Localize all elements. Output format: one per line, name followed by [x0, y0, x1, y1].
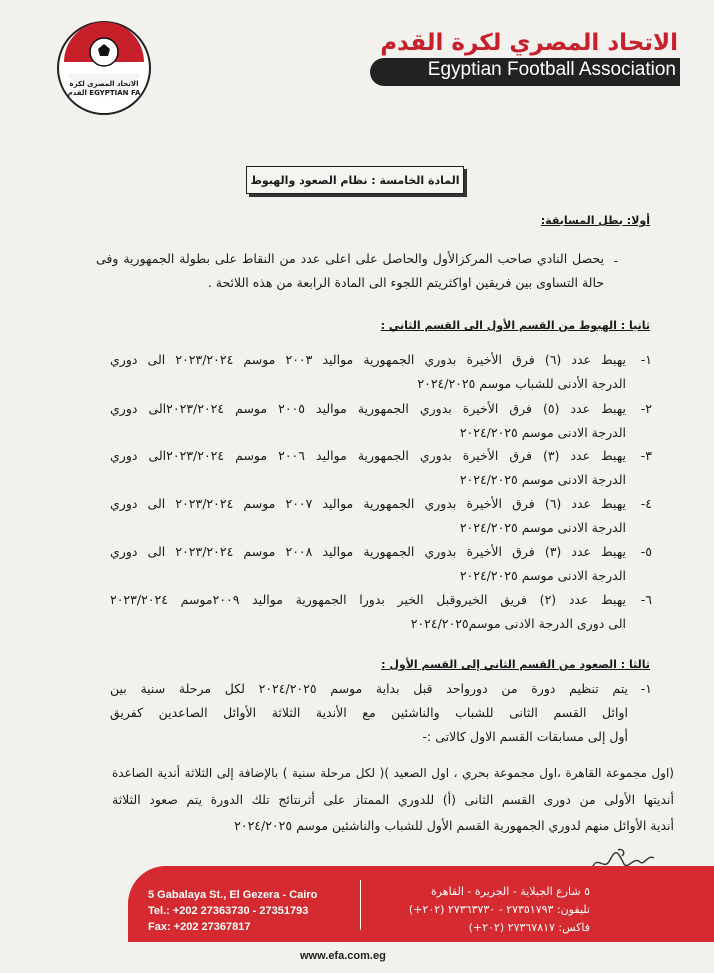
section3-para-1: (اول مجموعة القاهرة ،اول مجموعة بحري ، اول الصعيد )( لكل مرحلة سنية ) بالإضافة إلى الثلاثة أندية الصاعدة	[112, 766, 674, 780]
efa-logo	[56, 20, 152, 116]
relegation-item-line-2: الى دورى الدرجة الادنى موسم٢٠٢٤/٢٠٢٥	[410, 616, 626, 631]
header-title-ar: الاتحاد المصري لكرة القدم	[380, 30, 678, 56]
relegation-item-line-1: يهبط عدد (٢) فريق الخيروقبل الخير بدورا الجمهورية مواليد ٢٠٠٩موسم ٢٠٢٣/٢٠٢٤	[110, 592, 626, 607]
relegation-item-line-2: الدرجة الادنى موسم ٢٠٢٤/٢٠٢٥	[459, 568, 626, 583]
relegation-item-line-1: يهبط عدد (٣) فرق الأخيرة بدوري الجمهورية مواليد ٢٠٠٨ موسم ٢٠٢٣/٢٠٢٤ الى دوري	[110, 544, 626, 559]
section3-line-2: اوائل القسم الثانى للشباب والناشئين مع الأندية الثلاثة الأوائل الصاعدين كفريق	[110, 705, 628, 720]
relegation-item-number: ٤-	[640, 496, 652, 511]
relegation-item-number: ١-	[640, 352, 652, 367]
relegation-item-line-1: يهبط عدد (٣) فرق الأخيرة بدوري الجمهورية مواليد ٢٠٠٦ موسم ٢٠٢٣/٢٠٢٤الى دوري	[110, 448, 626, 463]
section3-line-3: أول إلى مسابقات القسم الاول كالاتى :-	[422, 729, 628, 744]
section2-heading: ثانيا : الهبوط من القسم الأول الى القسم الثاني :	[380, 319, 650, 332]
relegation-item-line-2: الدرجة الادنى موسم ٢٠٢٤/٢٠٢٥	[459, 425, 626, 440]
section3-para-3: أندية الأوائل منهم لدوري الجمهورية القسم الأول للشباب والناشئين موسم ٢٠٢٤/٢٠٢٥	[234, 818, 674, 833]
section1-line-2: حالة التساوى بين فريقين اواكثريتم اللجوء الى المادة الرابعة من هذه اللائحة .	[207, 275, 604, 290]
section3-heading: ثالثا : الصعود من القسم الثاني إلى القسم الأول :	[381, 658, 650, 671]
relegation-item-line-2: الدرجة الادنى موسم ٢٠٢٤/٢٠٢٥	[459, 520, 626, 535]
section3-para-2: أنديتها الأولى من دورى القسم الثانى (أ) للدوري الممتاز على أثرنتائج تلك الدورة يتم صعود الثلاثة	[112, 792, 674, 807]
relegation-item-line-1: يهبط عدد (٦) فرق الأخيرة بدوري الجمهورية مواليد ٢٠٠٣ موسم ٢٠٢٣/٢٠٢٤ الى دوري	[110, 352, 626, 367]
footer-address-ar: ٥ شارع الجبلاية - الجزيرة - القاهرة	[430, 885, 590, 898]
relegation-item-number: ٢-	[640, 401, 652, 416]
relegation-item-number: ٥-	[640, 544, 652, 559]
footer-tel-en: Tel.: +202 27363730 - 27351793	[148, 905, 309, 917]
footer-divider	[360, 880, 361, 930]
relegation-item-line-1: يهبط عدد (٦) فرق الأخيرة بدوري الجمهورية مواليد ٢٠٠٧ موسم ٢٠٢٣/٢٠٢٤ الى دوري	[110, 496, 626, 511]
logo-text: الاتحاد المصرى لكرة القدم EGYPTIAN FA	[67, 80, 141, 97]
relegation-item-number: ٦-	[640, 592, 652, 607]
footer-fax-en: Fax: +202 27367817	[148, 921, 251, 933]
section3-line-1: يتم تنظيم دورة من دورواحد قبل بداية موسم ٢٠٢٤/٢٠٢٥ لكل مرحلة سنية بين	[110, 681, 628, 696]
footer-website[interactable]: www.efa.com.eg	[300, 950, 386, 962]
article-title: المادة الخامسة : نظام الصعود والهبوط	[246, 166, 464, 194]
footer-address-en: 5 Gabalaya St., El Gezera - Cairo	[148, 889, 318, 901]
bullet-dash: -	[613, 254, 618, 268]
section3-item-number: ١-	[640, 681, 652, 696]
relegation-item-line-1: يهبط عدد (٥) فرق الأخيرة بدوري الجمهورية مواليد ٢٠٠٥ موسم ٢٠٢٣/٢٠٢٤الى دوري	[110, 401, 626, 416]
footer-fax-ar: فاكس: ٢٧٣٦٧٨١٧ (٢٠٢+)	[468, 921, 590, 934]
header-title-en: Egyptian Football Association	[427, 59, 676, 80]
section1-heading: أولا: بطل المسابقة:	[540, 214, 650, 227]
relegation-item-number: ٣-	[640, 448, 652, 463]
relegation-item-line-2: الدرجة الادنى موسم ٢٠٢٤/٢٠٢٥	[459, 472, 626, 487]
footer-tel-ar: تليفون: ٢٧٣٥١٧٩٣ - ٢٧٣٦٣٧٣٠ (٢٠٢+)	[408, 903, 590, 916]
relegation-item-line-2: الدرجة الأدنى للشباب موسم ٢٠٢٤/٢٠٢٥	[417, 376, 626, 391]
section1-line-1: يحصل النادي صاحب المركزالأول والحاصل على اعلى عدد من النقاط على بطولة الجمهورية وفى	[96, 251, 604, 266]
